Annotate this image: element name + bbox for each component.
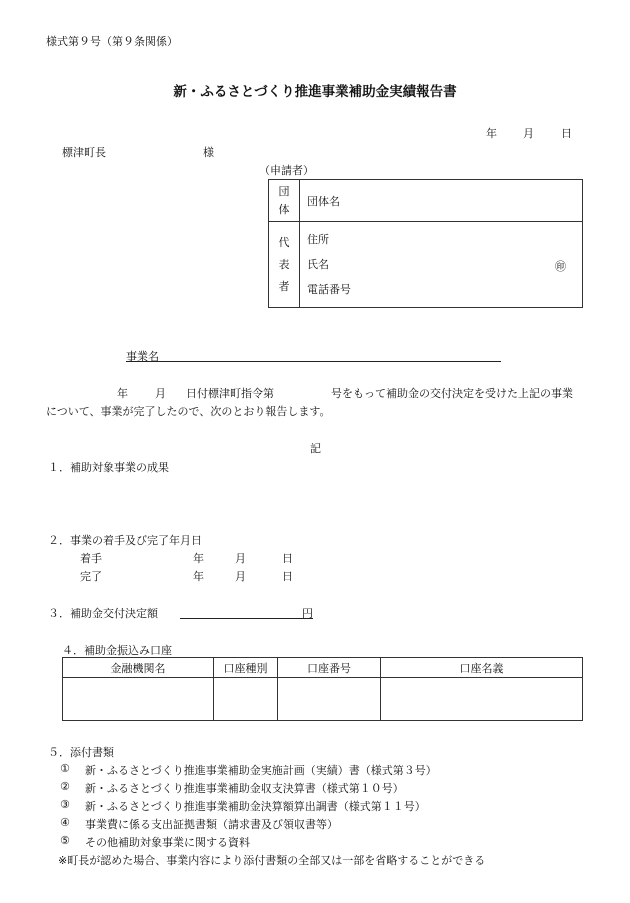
attachment-1: 新・ふるさとづくり推進事業補助金実施計画（実績）書（様式第３号）	[85, 764, 437, 777]
intro-year: 年	[117, 387, 128, 400]
applicant-label: （申請者）	[259, 164, 314, 177]
form-number: 様式第９号（第９条関係）	[46, 35, 178, 48]
attachment-4-no: ④	[60, 816, 70, 829]
section1-title: １．補助対象事業の成果	[48, 461, 169, 474]
account-type-header: 口座種別	[214, 658, 278, 678]
start-year: 年	[193, 552, 204, 565]
attachment-4: 事業費に係る支出証拠書類（請求書及び領収書等）	[85, 818, 338, 831]
group-name-label: 団体名	[307, 194, 340, 208]
start-day: 日	[282, 552, 293, 565]
bank-name-cell[interactable]	[63, 678, 214, 721]
rep-header-cell	[269, 222, 300, 308]
intro-line2: について、事業が完了したので、次のとおり報告します。	[46, 405, 331, 418]
rep-header: 代 表 者	[278, 235, 290, 293]
project-name-line[interactable]	[126, 361, 501, 362]
phone-label: 電話番号	[307, 283, 351, 296]
applicant-table	[268, 179, 583, 308]
account-number-header: 口座番号	[278, 658, 381, 678]
attachment-2-no: ②	[60, 780, 70, 793]
start-month: 月	[235, 552, 246, 565]
attachment-1-no: ①	[60, 762, 70, 775]
group-header: 団 体	[278, 184, 290, 216]
project-name-label: 事業名	[126, 350, 159, 363]
grant-amount-line[interactable]	[180, 618, 313, 619]
intro-directive: 日付標津町指令第	[186, 387, 274, 400]
bank-account-table	[62, 657, 583, 721]
group-header-cell	[269, 180, 300, 222]
attachment-3-no: ③	[60, 798, 70, 811]
account-holder-header: 口座名義	[381, 658, 583, 678]
page-title: 新・ふるさとづくり推進事業補助金実績報告書	[173, 84, 457, 100]
attachment-note: ※町長が認めた場合、事業内容により添付書類の全部又は一部を省略することができる	[58, 854, 486, 867]
date-day: 日	[561, 127, 572, 140]
intro-line1-end: 号をもって補助金の交付決定を受けた上記の事業	[331, 387, 573, 400]
end-year: 年	[193, 570, 204, 583]
addressee-honorific: 様	[203, 146, 214, 159]
bank-name-header: 金融機関名	[63, 658, 214, 678]
ki-mark: 記	[310, 442, 321, 455]
section3-title: ３．補助金交付決定額	[48, 607, 158, 620]
attachment-3: 新・ふるさとづくり推進事業補助金決算額算出調書（様式第１１号）	[85, 800, 426, 813]
attachment-2: 新・ふるさとづくり推進事業補助金収支決算書（様式第１０号）	[85, 782, 404, 795]
attachment-5-no: ⑤	[60, 834, 70, 847]
account-type-cell[interactable]	[214, 678, 278, 721]
end-month: 月	[235, 570, 246, 583]
date-year: 年	[486, 127, 497, 140]
section2-title: ２．事業の着手及び完了年月日	[48, 534, 202, 547]
account-holder-cell[interactable]	[381, 678, 583, 721]
end-day: 日	[282, 570, 293, 583]
addressee-name: 標津町長	[62, 146, 106, 159]
section5-title: ５．添付書類	[48, 746, 114, 759]
attachment-5: その他補助対象事業に関する資料	[85, 836, 250, 849]
section4-title: ４．補助金振込み口座	[62, 644, 172, 657]
date-month: 月	[523, 127, 534, 140]
end-label: 完了	[80, 570, 102, 583]
account-number-cell[interactable]	[278, 678, 381, 721]
rep-cell[interactable]	[300, 222, 583, 308]
address-label: 住所	[307, 233, 329, 246]
group-name-cell[interactable]	[300, 180, 583, 222]
yen-unit: 円	[302, 607, 313, 620]
seal-mark: ㊞	[555, 260, 566, 273]
intro-month: 月	[155, 387, 166, 400]
start-label: 着手	[80, 552, 102, 565]
name-label: 氏名	[307, 258, 329, 271]
